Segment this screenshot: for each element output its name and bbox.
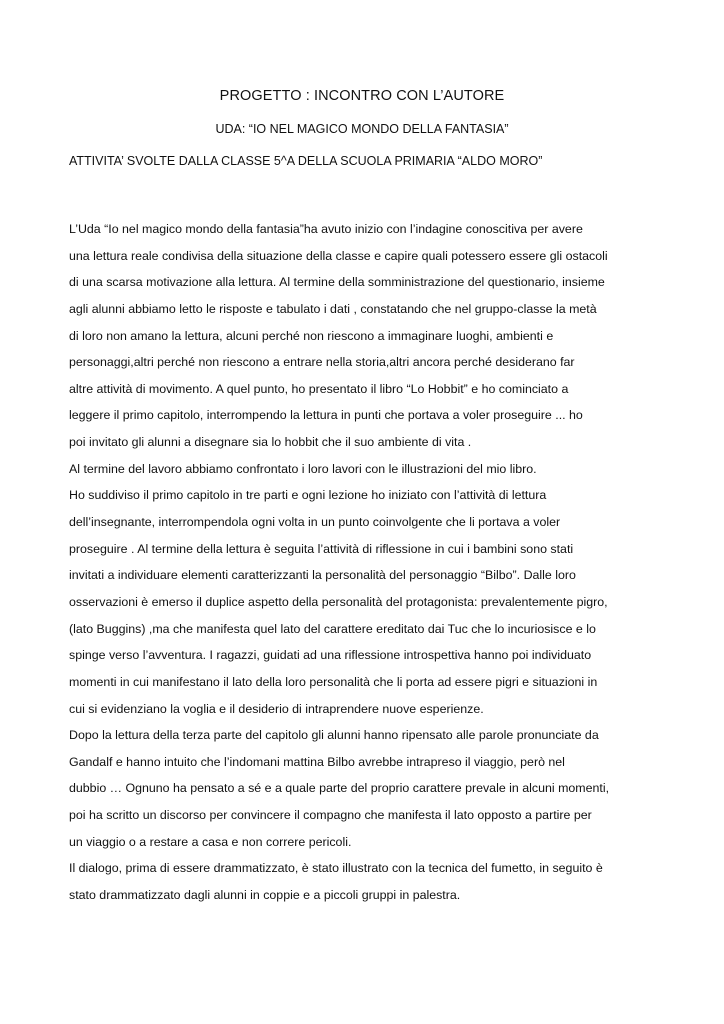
body-line: momenti in cui manifestano il lato della loro personalità che li porta ad essere pigri e situazioni in xyxy=(69,674,598,689)
body-line: proseguire . Al termine della lettura è seguita l’attività di riflessione in cui i bambini sono stati xyxy=(69,541,574,556)
body-line: agli alunni abbiamo letto le risposte e tabulato i dati , constatando che nel gruppo-classe la metà xyxy=(69,301,597,316)
body-line: personaggi,altri perché non riescono a entrare nella storia,altri ancora perché desiderano far xyxy=(69,355,575,370)
body-line: L’Uda “Io nel magico mondo della fantasia”ha avuto inizio con l’indagine conoscitiva per avere xyxy=(69,222,583,236)
body-line: altre attività di movimento. A quel punto, ho presentato il libro “Lo Hobbit” e ho cominciato a xyxy=(69,381,569,396)
document-subtitle: UDA: “IO NEL MAGICO MONDO DELLA FANTASIA” xyxy=(215,122,509,136)
body-line: Il dialogo, prima di essere drammatizzato, è stato illustrato con la tecnica del fumetto, in seguito è xyxy=(69,861,603,876)
body-line: dubbio … Ognuno ha pensato a sé e a quale parte del proprio carattere prevale in alcuni momenti, xyxy=(69,781,610,796)
body-text xyxy=(69,216,665,909)
body-line: Gandalf e hanno intuito che l’indomani mattina Bilbo avrebbe intrapreso il viaggio, però nel xyxy=(69,754,565,769)
body-line: osservazioni è emerso il duplice aspetto della personalità del protagonista: prevalentemente pigro, xyxy=(69,594,608,609)
body-line: dell’insegnante, interrompendola ogni volta in un punto coinvolgente che li portava a voler xyxy=(69,515,561,530)
body-line: spinge verso l’avventura. I ragazzi, guidati ad una riflessione introspettiva hanno poi individuato xyxy=(69,648,592,663)
body-line: cui si evidenziano la voglia e il desiderio di intraprendere nuove esperienze. xyxy=(69,701,484,716)
body-line: Ho suddiviso il primo capitolo in tre parti e ogni lezione ho iniziato con l’attività di lettura xyxy=(69,488,547,503)
body-line: leggere il primo capitolo, interrompendo la lettura in punti che portava a voler proseguire ... ho xyxy=(69,408,583,423)
body-line: Al termine del lavoro abbiamo confrontato i loro lavori con le illustrazioni del mio libro. xyxy=(69,461,537,476)
body-line: Dopo la lettura della terza parte del capitolo gli alunni hanno ripensato alle parole pronunciate da xyxy=(69,728,599,743)
body-line: di una scarsa motivazione alla lettura. Al termine della somministrazione del questionario, insieme xyxy=(69,275,605,290)
body-line: un viaggio o a restare a casa e non correre pericoli. xyxy=(69,834,352,849)
document-title: PROGETTO : INCONTRO CON L’AUTORE xyxy=(219,88,505,104)
body-line: stato drammatizzato dagli alunni in coppie e a piccoli gruppi in palestra. xyxy=(69,888,461,903)
body-line: una lettura reale condivisa della situazione della classe e capire quali potessero essere gli ostacoli xyxy=(69,248,608,263)
body-line: (lato Buggins) ,ma che manifesta quel lato del carattere ereditato dai Tuc che lo incuriosisce e lo xyxy=(69,621,596,636)
body-line: poi invitato gli alunni a disegnare sia lo hobbit che il suo ambiente di vita . xyxy=(69,435,472,450)
body-line: poi ha scritto un discorso per convincere il compagno che manifesta il lato opposto a partire per xyxy=(69,808,592,823)
body-line: invitati a individuare elementi caratterizzanti la personalità del personaggio “Bilbo”. Dalle loro xyxy=(69,568,576,583)
activity-heading: ATTIVITA’ SVOLTE DALLA CLASSE 5^A DELLA SCUOLA PRIMARIA “ALDO MORO” xyxy=(69,154,543,168)
body-line: di loro non amano la lettura, alcuni perché non riescono a immaginare luoghi, ambienti e xyxy=(69,328,554,343)
